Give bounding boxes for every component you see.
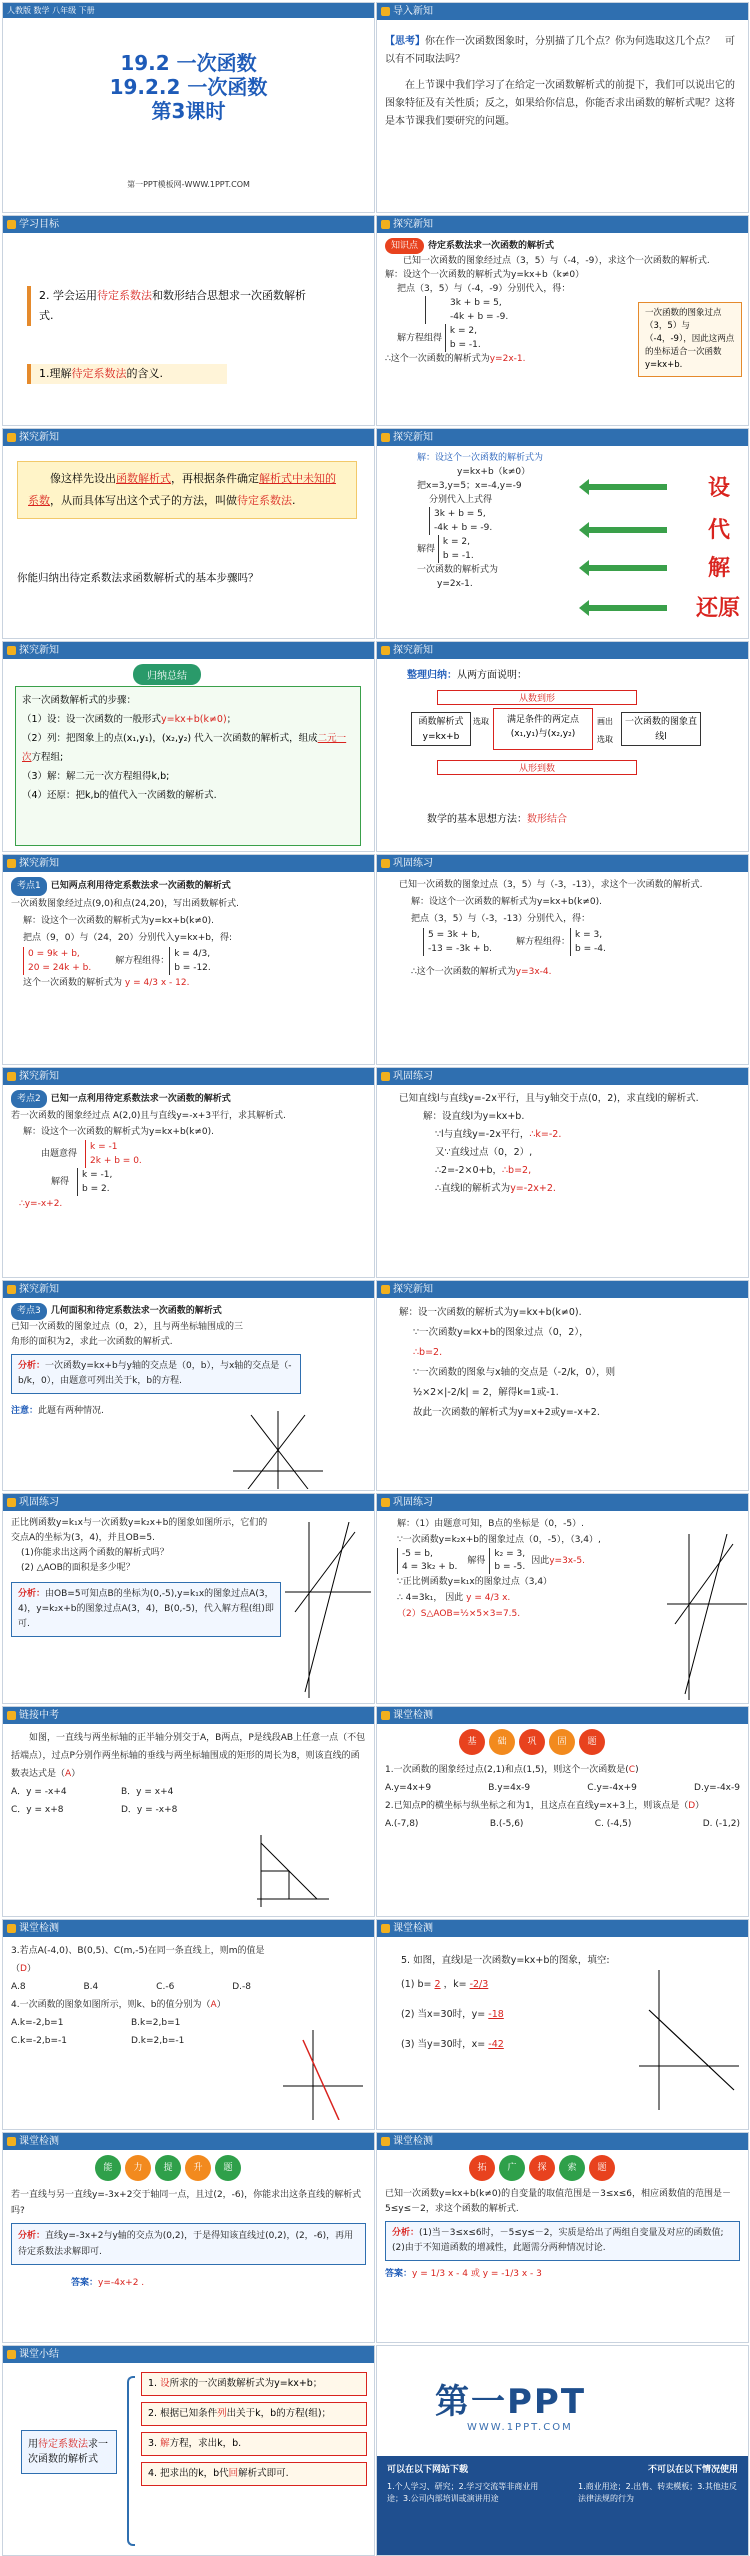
slide-header: 导入新知 <box>377 3 748 20</box>
slide-point2[interactable] <box>2 1067 375 1278</box>
slide-check-3[interactable] <box>376 1919 749 2130</box>
label-shape-to-number: 从形到数 <box>437 760 637 775</box>
usage-info <box>377 2456 748 2556</box>
header-icon <box>7 1711 16 1720</box>
slide-number-shape[interactable]: 探究新知 整理归纳：从两方面说明： 从数到形 函数解析式y=kx+b 选取 满足条件的两定点(x₁,y₁)与(x₂,y₂) 画出 选取 一次函数的图象直线l 从形到数 数学的基本思想方法：数形结合 <box>376 641 749 852</box>
brand-url: WWW.1PPT.COM <box>467 2422 573 2433</box>
steps-question: 你能归纳出待定系数法求函数解析式的基本步骤吗？ <box>17 572 259 584</box>
summary-left: 用待定系数法求一次函数的解析式 <box>21 2430 117 2474</box>
slide-header: 课堂检测 <box>377 1920 748 1937</box>
equation-system: 3k + b = 5, -4k + b = -9. <box>425 296 515 324</box>
label-restore: 还原 <box>695 596 740 621</box>
slide-header: 课堂检测 <box>377 1707 748 1724</box>
slide-summary[interactable] <box>2 2345 375 2556</box>
graph-line-l <box>639 1970 739 2110</box>
header-icon <box>7 1072 16 1081</box>
badge-row: 基 础 巩 固 题 <box>457 1729 607 1755</box>
slide-body: 已知一次函数的图象过点（3，5）与（-3，-13），求这个一次函数的解析式. 解：设这个一次函数的解析式为y=kx+b(k≠0). 把点（3，5）与（-3，-13）分别代入，得： 5 = 3k + b, -13 = -3k + b. 解方程组得： k = 3, b = -4. ∴这个一次函数的解析式为y=3x-4. <box>399 880 703 977</box>
graph-intersection-solution <box>667 1534 747 1700</box>
intro-paragraph: 在上节课中我们学习了在给定一次函数解析式的前提下，我们可以说出它的图象特征及有关性质；反之，如果给你信息，你能否求出函数的解析式呢？这将是本节课我们要研究的问题。 <box>385 80 735 127</box>
summary-steps <box>141 2372 367 2486</box>
page-title <box>3 51 374 123</box>
slide-practice2[interactable] <box>376 1067 749 1278</box>
step-2: 把点（3，5）与（-4，-9）分别代入，得： <box>397 284 571 294</box>
usage-forbidden-title: 不可以在以下情况使用 <box>647 2465 738 2475</box>
think-question: 【思考】你在作一次函数图象时，分别描了几个点？你为何选取这几个点？ 可以有不同取法吗？ <box>385 36 735 65</box>
title-line-1: 19.2 一次函数 <box>120 51 257 75</box>
slide-header: 探究新知 <box>377 429 748 446</box>
slide-body: 1.一次函数的图象经过点(2,1)和点(1,5)，则这个一次函数是(C) A.y=4x+9 B.y=4x-9 C.y=-4x+9 D.y=-4x-9 2.已知点P的横坐标与纵坐标之和为1，且这点在直线y=x+3上，则该点是（D） A.(-7,8) B.(-5,6) C. (-4,5) D. (-1,2) <box>385 1765 740 1829</box>
box-graph: 一次函数的图象直线l <box>621 712 701 746</box>
slide-body: 解：（1）由题意可知，B点的坐标是（0，-5）. ∵一次函数y=k₂x+b的图象过点（0，-5），（3,4）, -5 = b, 4 = 3k₂ + b. 解得 k₂ = 3, b = -5. 因此y=3x-5. ∵正比例函数y=k₁x的图象过点（3,4） ∴ 4=3k₁， 因此 y = 4/3 x. （2）S△AOB=½×5×3=7.5. <box>397 1519 601 1619</box>
slide-body: 已知直线l与直线y=-2x平行，且与y轴交于点(0，2)，求直线l的解析式. 解：设直线l为y=kx+b. ∵l与直线y=-2x平行，∴k=-2. 又∵直线过点（0，2）, ∴2=-2×0+b，∴b=2, ∴直线l的解析式为y=-2x+2. <box>399 1093 699 1194</box>
graph-two-lines <box>233 1411 323 1489</box>
side-note: 一次函数的图象过点（3，5）与（-4，-9），因此这两点的坐标适合一次函数y=kx+b. <box>638 302 742 377</box>
brand-logo: 第一PPT <box>435 2382 587 2422</box>
slide-check-2[interactable] <box>2 1919 375 2130</box>
label-number-to-shape: 从数到形 <box>437 690 637 705</box>
header-icon <box>7 220 16 229</box>
step-1: 解：设这个一次函数的解析式为y=kx+b（k≠0） <box>385 270 585 280</box>
slide-body: 考点3 几何面积和待定系数法求一次函数的解析式 已知一次函数的图象过点（0，2），且与两坐标轴围成的三角形的面积为2，求此一次函数的解析式. 分析：一次函数y=kx+b与y轴的交点是（0，b），与x轴的交点是（-b/k，0），由题意可列出关于k，b的方程. 注意：此题有两种情况. <box>11 1303 366 1484</box>
thought-method: 数学的基本思想方法：数形结合 <box>427 814 567 825</box>
header-icon <box>381 1924 390 1933</box>
box-formula: 函数解析式y=kx+b <box>411 712 471 746</box>
slide-header: 探究新知 <box>3 855 374 872</box>
slide-header: 课堂小结 <box>3 2346 374 2363</box>
slide-header: 探究新知 <box>377 1281 748 1298</box>
knowledge-tag: 知识点 待定系数法求一次函数的解析式 <box>385 238 740 254</box>
slide-body: 已知一次函数y=kx+b(k≠0)的自变量的取值范围是－3≤x≤6，相应函数值的范围是－5≤y≤－2，求这个函数的解析式. 分析：(1)当－3≤x≤6时，－5≤y≤－2，实质是给出了两组自变量及对应的函数值; (2)由于不知道函数的增减性，此题需分两种情况讨论. 答案：y = 1/3 x - 4 或 y = -1/3 x - 3 <box>385 2187 740 2336</box>
summary-title: 归纳总结 <box>133 664 201 685</box>
header-icon <box>381 646 390 655</box>
analysis-box: 分析：一次函数y=kx+b与y轴的交点是（0，b），与x轴的交点是（-b/k，0），由题意可列出关于k，b的方程. <box>11 1354 301 1394</box>
slide-body: 正比例函数y=k₁x与一次函数y=k₂x+b的图象如图所示，它们的交点A的坐标为(3，4)，并且OB=5. (1)你能求出这两个函数的解析式吗？ (2) △AOB的面积是多少呢？ 分析：由OB=5可知点B的坐标为(0,-5),y=k₁x的图象过点A(3，4)，y=k₂x+b的图象过点A(3，4)，B(0,-5)，代入解方程(组)即可. <box>11 1516 274 1697</box>
header-icon <box>7 433 16 442</box>
title-line-2: 19.2.2 一次函数 <box>109 75 268 99</box>
goal-1: 1.理解待定系数法的含义. <box>27 364 227 384</box>
slide-point3[interactable] <box>2 1280 375 1491</box>
title-line-3: 第3课时 <box>151 99 226 123</box>
logo-area <box>377 2346 748 2456</box>
slide-definition[interactable] <box>2 428 375 639</box>
summary-step-3: 3. 解方程，求出k，b. <box>141 2432 367 2456</box>
slide-body: 考点2 已知一点利用待定系数法求一次函数的解析式 若一次函数的图象经过点 A(2,0)且与直线y=-x+3平行，求其解析式. 解：设这个一次函数的解析式为y=kx+b(k≠0). 由题意得 k = -1 2k + b = 0. 解得 k = -1, b = 2. ∴y=-x+2. <box>11 1090 366 1271</box>
slide-header: 探究新知 <box>3 642 374 659</box>
slide-end-logo[interactable] <box>376 2345 749 2556</box>
arrow-set <box>587 484 667 490</box>
equation-system: 3k + b = 5, -4k + b = -9. <box>429 507 509 535</box>
steps-box: 求一次函数解析式的步骤： （1）设：设一次函数的一般形式y=kx+b(k≠0)； （2）列：把图象上的点(x₁,y₁)，(x₂,y₂) 代入一次函数的解析式，组成二元一次方程组; （3）解：解二元一次方程组得k,b; （4）还原：把k,b的值代入一次函数的解析式. <box>15 686 361 846</box>
slide-body: 考点1 已知两点利用待定系数法求一次函数的解析式 一次函数图象经过点(9,0)和点(24,20)，写出函数解析式. 解：设这个一次函数的解析式为y=kx+b(k≠0). 把点（9，0）与（24，20）分别代入y=kx+b，得: 0 = 9k + b, 20 = 24k + b. 解方程组得： k = 4/3, b = -12. 这个一次函数的解析式为 y = 4/3 x - 12. <box>11 877 366 1058</box>
header-icon <box>381 859 390 868</box>
slide-point3-solution[interactable] <box>376 1280 749 1491</box>
label-substitute: 代 <box>707 518 730 543</box>
slide-practice3[interactable] <box>2 1493 375 1704</box>
slide-header: 巩固练习 <box>3 1494 374 1511</box>
analysis-box: 分析：(1)当－3≤x≤6时，－5≤y≤－2，实质是给出了两组自变量及对应的函数值; (2)由于不知道函数的增减性，此题需分两种情况讨论. <box>385 2221 740 2261</box>
usage-allowed-title: 可以在以下网站下载 <box>387 2465 469 2475</box>
slide-body: 若一直线与另一直线y=-3x+2交于轴同一点，且过(2，-6)，你能求出这条直线的解析式吗? 分析：直线y=-3x+2与y轴的交点为(0,2)，于是得知该直线过(0,2)，(2，-6)，再用待定系数法求解即可. 答案：y=-4x+2 . <box>11 2187 366 2336</box>
arrow-restore <box>587 605 667 611</box>
slide-header: 巩固练习 <box>377 1068 748 1085</box>
usage-allowed-text: 1.个人学习、研究；2.学习交流等非商业用途；3.公司内部培训或演讲用途 <box>387 2482 539 2503</box>
slide-header: 课堂检测 <box>3 2133 374 2150</box>
header-icon <box>7 2137 16 2146</box>
slide-practice1[interactable] <box>376 854 749 1065</box>
slide-body: 解：设一次函数的解析式为y=kx+b(k≠0). ∵一次函数y=kx+b的图象过点（0，2）， ∴b=2. ∵一次函数的图象与x轴的交点是（-2/k，0），则 ½×2×|-2/k| = 2，解得k=1或-1. 故此一次函数的解析式为y=x+2或y=-x+2. <box>399 1307 616 1418</box>
header-icon <box>381 220 390 229</box>
header-icon <box>7 1498 16 1507</box>
slide-header: 巩固练习 <box>377 855 748 872</box>
header-icon <box>7 859 16 868</box>
header-icon <box>381 2137 390 2146</box>
slide-steps-annotated[interactable] <box>376 428 749 639</box>
header-icon <box>381 433 390 442</box>
slide-intro[interactable] <box>376 2 749 213</box>
header-icon <box>7 1924 16 1933</box>
header-icon <box>381 1072 390 1081</box>
slide-goals[interactable] <box>2 215 375 426</box>
slide-example-method[interactable] <box>376 215 749 426</box>
definition-box: 像这样先设出函数解析式，再根据条件确定解析式中未知的系数，从而具体写出这个式子的方法，叫做待定系数法. <box>17 461 357 519</box>
slide-practice3-solution[interactable] <box>376 1493 749 1704</box>
point-tag: 考点2 已知一点利用待定系数法求一次函数的解析式 <box>11 1090 366 1108</box>
badge-row: 能 力 提 升 题 <box>93 2155 243 2181</box>
slide-body: 3.若点A(-4,0)、B(0,5)、C(m,-5)在同一条直线上，则m的值是（D） A.8 B.4 C.-6 D.-8 4.一次函数的图象如图所示，则k、b的值分别为（A） A.k=-2,b=1 B.k=2,b=1 C.k=-2,b=-1 D.k=2,b=-1 <box>11 1946 265 2046</box>
slide-header: 探究新知 <box>377 216 748 233</box>
point-tag: 考点1 已知两点利用待定系数法求一次函数的解析式 <box>11 877 366 896</box>
summary-step-4: 4. 把求出的k，b代回解析式即可. <box>141 2462 367 2486</box>
label-solve: 解 <box>707 556 730 581</box>
header-icon <box>381 1498 390 1507</box>
header-icon <box>381 1711 390 1720</box>
header-icon <box>7 1285 16 1294</box>
header-icon <box>7 2350 16 2359</box>
header-icon <box>381 1285 390 1294</box>
watermark-text: 第一PPT模板网-WWW.1PPT.COM <box>127 180 250 189</box>
badge-row: 拓 广 探 索 题 <box>467 2155 617 2181</box>
textbook-bar: 人教版 数学 八年级 下册 <box>3 3 374 18</box>
slide-body: 5. 如图，直线l是一次函数y=kx+b的图象，填空: (1) b= 2 ，k= -2/3 (2) 当x=30时，y= -18 (3) 当y=30时，x= -42 <box>401 1955 610 2050</box>
slide-body <box>385 33 740 206</box>
slide-header: 探究新知 <box>3 429 374 446</box>
final-answer: ∴这个一次函数的解析式为y=2x-1. <box>385 354 526 364</box>
slide-body: 如图，一直线与两坐标轴的正半轴分别交于A，B两点，P是线段AB上任意一点（不包括端点），过点P分别作两坐标轴的垂线与两坐标轴围成的矩形的周长为8，则该直线的函数表达式是（A） A．y = -x+4 B．y = x+4 C．y = x+8 D．y = -x+8 <box>11 1733 366 1815</box>
solve-result: 解方程组得 k = 2, b = -1. <box>397 326 481 350</box>
graph-line-kb <box>283 2030 363 2120</box>
slide-point1[interactable] <box>2 854 375 1065</box>
point-tag: 考点3 几何面积和待定系数法求一次函数的解析式 <box>11 1303 366 1320</box>
slide-basic-check[interactable] <box>376 1706 749 1917</box>
slide-title[interactable] <box>2 2 375 213</box>
graph-rectangle <box>253 1835 329 1907</box>
slide-extend[interactable] <box>376 2132 749 2343</box>
slide-header: 学习目标 <box>3 216 374 233</box>
summary-brace <box>127 2376 135 2546</box>
box-two-points: 满足条件的两定点(x₁,y₁)与(x₂,y₂) <box>493 708 593 750</box>
label-set: 设 <box>707 476 730 501</box>
analysis-box: 分析：直线y=-3x+2与y轴的交点为(0,2)，于是得知该直线过(0,2)，(2，-6)，再用待定系数法求解即可. <box>11 2223 366 2265</box>
slide-exam-link[interactable] <box>2 1706 375 1917</box>
slide-body: 解：设这个一次函数的解析式为 y=kx+b（k≠0） 把x=3,y=5；x=-4,y=-9 分别代入上式得 3k + b = 5, -4k + b = -9. 解得 k = 2, b = -1. 一次函数的解析式为 y=2x-1. <box>417 453 544 589</box>
slide-header: 链接中考 <box>3 1707 374 1724</box>
graph-intersection <box>285 1522 371 1698</box>
arrow-substitute <box>587 527 667 533</box>
usage-forbidden-text: 1.商业用途；2.出售、转卖模板；3.其他违反法律法规的行为 <box>578 2482 737 2503</box>
summary-heading: 整理归纳：从两方面说明： <box>407 670 527 681</box>
slide-header: 课堂检测 <box>3 1920 374 1937</box>
header-icon <box>381 7 390 16</box>
slide-header: 课堂检测 <box>377 2133 748 2150</box>
goal-2: 2. 学会运用待定系数法和数形结合思想求一次函数解析式. <box>27 286 317 326</box>
header-icon <box>7 646 16 655</box>
arrow-solve <box>587 565 667 571</box>
slide-header: 探究新知 <box>377 642 748 659</box>
slide-summary-steps[interactable] <box>2 641 375 852</box>
question: 已知一次函数的图象经过点（3，5）与（-4，-9），求这个一次函数的解析式. <box>403 256 710 266</box>
slide-header: 探究新知 <box>3 1068 374 1085</box>
analysis-box: 分析：由OB=5可知点B的坐标为(0,-5),y=k₁x的图象过点A(3，4)，y=k₂x+b的图象过点A(3，4)，B(0,-5)，代入解方程(组)即可. <box>11 1582 281 1637</box>
summary-step-2: 2. 根据已知条件列出关于k，b的方程(组)； <box>141 2402 367 2426</box>
summary-step-1: 1. 设所求的一次函数解析式为y=kx+b； <box>141 2372 367 2396</box>
slide-header: 巩固练习 <box>377 1494 748 1511</box>
slide-header: 探究新知 <box>3 1281 374 1298</box>
slide-ability[interactable] <box>2 2132 375 2343</box>
